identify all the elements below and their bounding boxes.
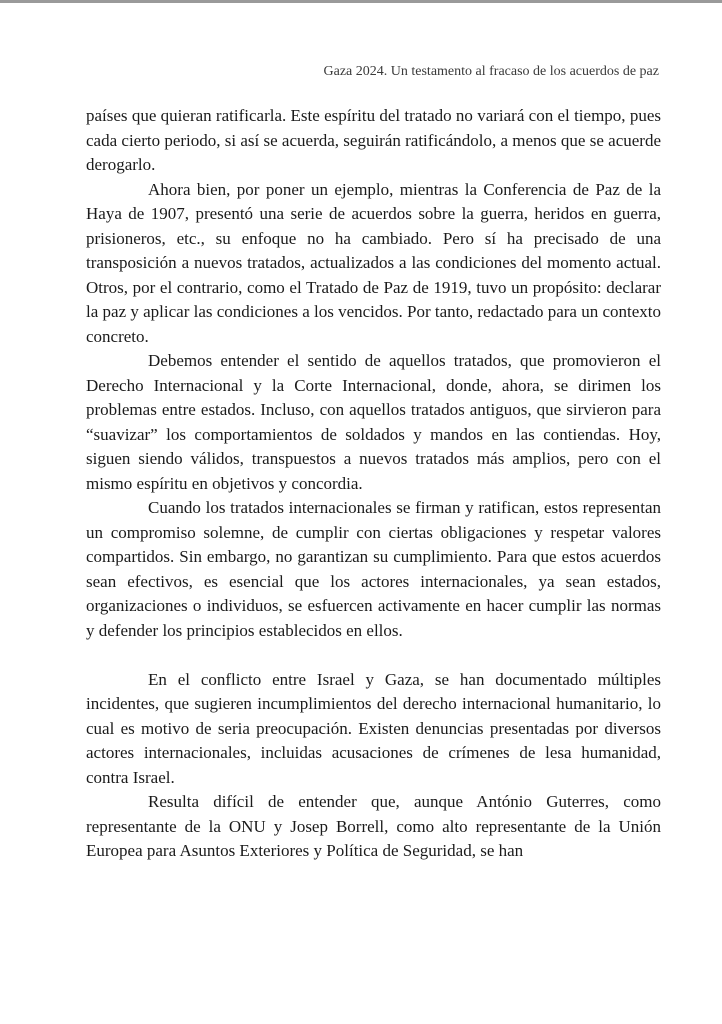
paragraph-4: Cuando los tratados internacionales se firman y ratifican, estos representan un compromiso solemne, de cumplir con ciertas obligaciones y respetar valores compartidos. Sin embargo, no garantizan su cumplimiento. Para que estos acuerdos sean efectivos, es esencial que los actores internacionales, ya sean estados, organizaciones o individuos, se esfuercen activamente en hacer cumplir las normas y defender los principios establecidos en ellos. [86, 498, 661, 640]
running-header: Gaza 2024. Un testamento al fracaso de los acuerdos de paz [323, 64, 659, 79]
paragraph-6: Resulta difícil de entender que, aunque António Guterres, como representante de la ONU y Josep Borrell, como alto representante de la Unión Europea para Asuntos Exteriores y Política de Seguridad, se han [86, 792, 661, 860]
top-border [0, 0, 722, 3]
body-text [86, 104, 661, 864]
paragraph-5: En el conflicto entre Israel y Gaza, se han documentado múltiples incidentes, que sugieren incumplimientos del derecho internacional humanitario, lo cual es motivo de seria preocupación. Existen denuncias presentadas por diversos actores internacionales, incluidas acusaciones de crímenes de lesa humanidad, contra Israel. [86, 669, 661, 787]
paragraph-1: países que quieran ratificarla. Este espíritu del tratado no variará con el tiempo, pues cada cierto periodo, si así se acuerda, seguirán ratificándolo, a menos que se acuerde derogarlo. [86, 106, 661, 174]
paragraph-3: Debemos entender el sentido de aquellos tratados, que promovieron el Derecho Internacional y la Corte Internacional, donde, ahora, se dirimen los problemas entre estados. Incluso, con aquellos tratados antiguos, que sirvieron para “suavizar” los comportamientos de soldados y mandos en las contiendas. Hoy, siguen siendo válidos, transpuestos a nuevos tratados más amplios, pero con el mismo espíritu en objetivos y concordia. [86, 351, 661, 493]
paragraph-2: Ahora bien, por poner un ejemplo, mientras la Conferencia de Paz de la Haya de 1907, presentó una serie de acuerdos sobre la guerra, heridos en guerra, prisioneros, etc., su enfoque no ha cambiado. Pero sí ha precisado de una transposición a nuevos tratados, actualizados a las condiciones del momento actual. Otros, por el contrario, como el Tratado de Paz de 1919, tuvo un propósito: declarar la paz y aplicar las condiciones a los vencidos. Por tanto, redactado para un contexto concreto. [86, 179, 661, 346]
